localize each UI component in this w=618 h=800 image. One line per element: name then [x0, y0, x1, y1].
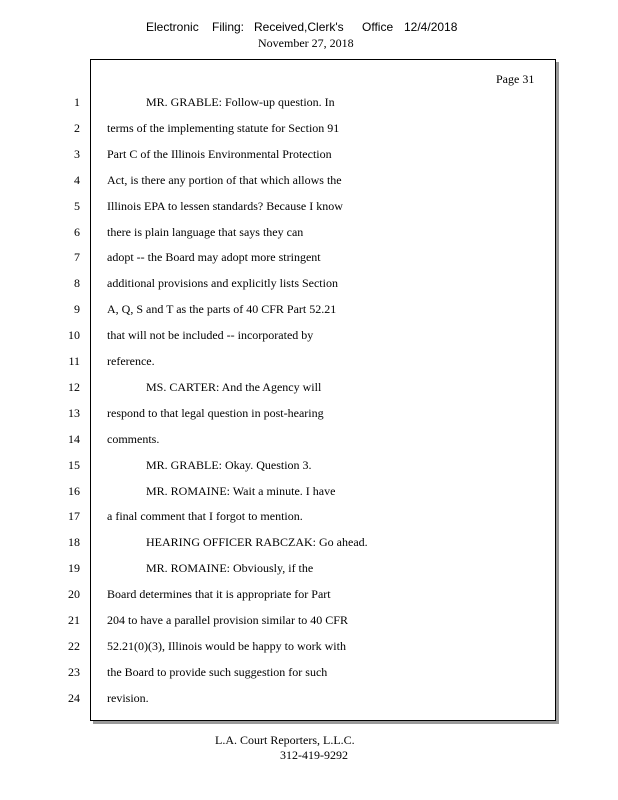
- stamp-office: Office: [362, 20, 394, 34]
- line-number: 10: [68, 328, 80, 342]
- transcript-line: A, Q, S and T as the parts of 40 CFR Part 52.21: [107, 302, 337, 316]
- transcript-line: MR. ROMAINE: Obviously, if the: [146, 561, 314, 575]
- stamp-filing: Filing:: [212, 20, 245, 34]
- transcript-line: Part C of the Illinois Environmental Protection: [107, 147, 332, 161]
- line-number: 2: [74, 121, 80, 135]
- line-number: 18: [68, 535, 80, 549]
- transcript-line: 52.21(0)(3), Illinois would be happy to work with: [107, 639, 346, 653]
- transcript-line: that will not be included -- incorporated by: [107, 328, 314, 342]
- transcript-line: MR. ROMAINE: Wait a minute. I have: [146, 484, 336, 498]
- transcript-line: terms of the implementing statute for Section 91: [107, 121, 340, 135]
- transcript-line: Illinois EPA to lessen standards? Because I know: [107, 199, 343, 213]
- transcript-line: Act, is there any portion of that which allows the: [107, 173, 342, 187]
- line-number: 9: [74, 302, 80, 316]
- stamp-received-clerks: Received,Clerk's: [254, 20, 344, 34]
- stamp-electronic: Electronic: [146, 20, 199, 34]
- transcript-line: additional provisions and explicitly lists Section: [107, 276, 338, 290]
- transcript-line: there is plain language that says they can: [107, 225, 304, 239]
- transcript-line: HEARING OFFICER RABCZAK: Go ahead.: [146, 535, 368, 549]
- transcript-line: 204 to have a parallel provision similar to 40 CFR: [107, 613, 348, 627]
- page-number: Page 31: [496, 72, 535, 86]
- line-number: 13: [68, 406, 80, 420]
- footer-phone: 312-419-9292: [280, 748, 348, 762]
- line-number: 14: [68, 432, 80, 446]
- transcript-line: MR. GRABLE: Follow-up question. In: [146, 95, 335, 109]
- line-number: 8: [74, 276, 80, 290]
- transcript-line: reference.: [107, 354, 155, 368]
- line-number: 19: [68, 561, 80, 575]
- line-number: 16: [68, 484, 80, 498]
- line-number: 11: [68, 354, 80, 368]
- transcript-line: MS. CARTER: And the Agency will: [146, 380, 322, 394]
- stamp-date: 12/4/2018: [404, 20, 458, 34]
- line-number: 4: [74, 173, 80, 187]
- line-number: 15: [68, 458, 80, 472]
- line-number: 22: [68, 639, 80, 653]
- footer-company: L.A. Court Reporters, L.L.C.: [215, 733, 355, 747]
- line-number: 1: [74, 95, 80, 109]
- transcript-line: respond to that legal question in post-hearing: [107, 406, 324, 420]
- line-number: 6: [74, 225, 80, 239]
- line-number: 5: [74, 199, 80, 213]
- line-number: 12: [68, 380, 80, 394]
- electronic-filing-stamp: [0, 20, 618, 36]
- transcript-date: November 27, 2018: [258, 36, 354, 50]
- line-number: 23: [68, 665, 80, 679]
- transcript-line: Board determines that it is appropriate for Part: [107, 587, 331, 601]
- transcript-line: the Board to provide such suggestion for such: [107, 665, 328, 679]
- line-number: 21: [68, 613, 80, 627]
- transcript-line: revision.: [107, 691, 149, 705]
- line-number: 3: [74, 147, 80, 161]
- line-number: 17: [68, 509, 80, 523]
- line-number: 24: [68, 691, 80, 705]
- transcript-line: adopt -- the Board may adopt more stringent: [107, 250, 321, 264]
- transcript-line: a final comment that I forgot to mention.: [107, 509, 303, 523]
- line-number: 7: [74, 250, 80, 264]
- transcript-line: comments.: [107, 432, 160, 446]
- line-number: 20: [68, 587, 80, 601]
- transcript-line: MR. GRABLE: Okay. Question 3.: [146, 458, 312, 472]
